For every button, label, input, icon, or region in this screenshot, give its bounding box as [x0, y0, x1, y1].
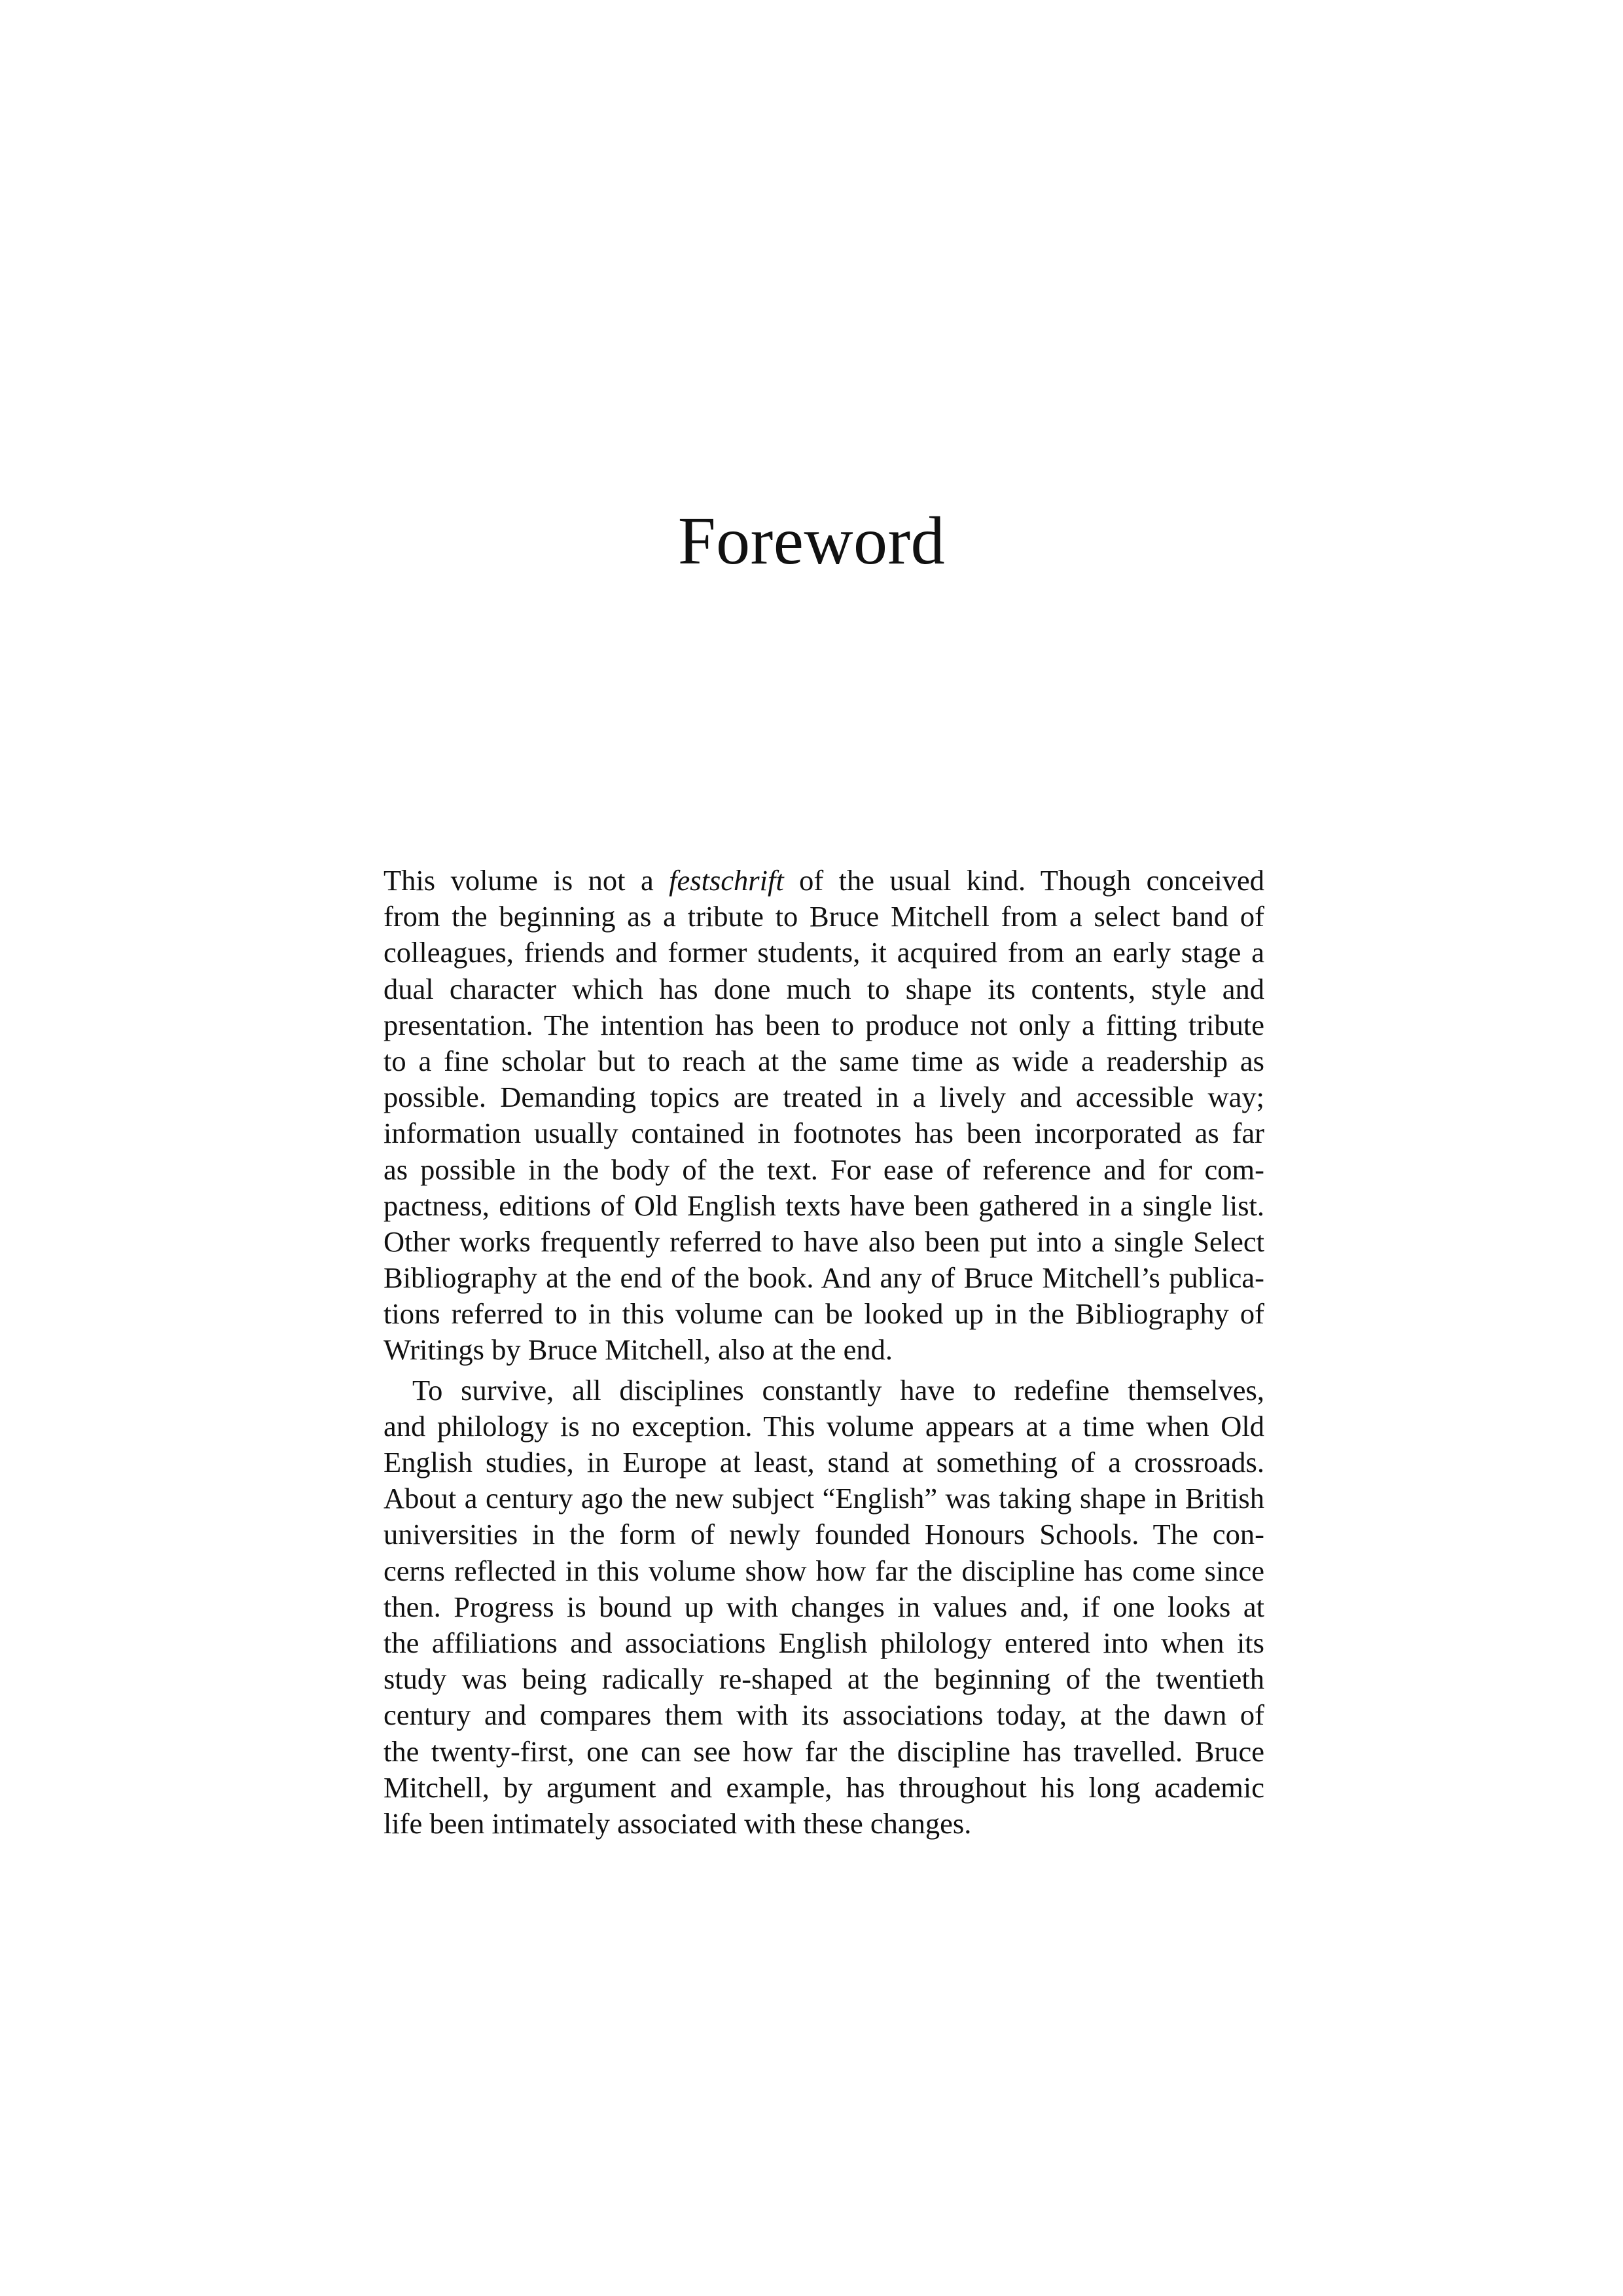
text-line: dual character which has done much to shape its contents, style and: [383, 972, 1264, 1005]
text-line: possible. Demanding topics are treated in a lively and accessible way;: [383, 1081, 1264, 1114]
text-line: This volume is not a festschrift of the usual kind. Though conceived: [383, 864, 1264, 897]
page-title: Foreword: [677, 503, 946, 579]
text-line: study was being radically re-shaped at the beginning of the twentieth: [383, 1662, 1264, 1696]
text-line: then. Progress is bound up with changes in values and, if one looks at: [383, 1590, 1264, 1623]
text-line: the twenty-first, one can see how far the discipline has travelled. Bruce: [383, 1734, 1264, 1768]
paragraph: [383, 863, 1264, 1369]
text-line: from the beginning as a tribute to Bruce Mitchell from a select band of: [383, 900, 1264, 933]
text-line: Bibliography at the end of the book. And any of Bruce Mitchell’s publica-: [383, 1261, 1264, 1295]
text-line: colleagues, friends and former students, it acquired from an early stage a: [383, 936, 1264, 969]
text-line: Mitchell, by argument and example, has throughout his long academic: [383, 1770, 1264, 1804]
text-line: to a fine scholar but to reach at the same time as wide a readership as: [383, 1044, 1264, 1077]
paragraph: [383, 1372, 1264, 1842]
text-line: cerns reflected in this volume show how far the discipline has come since: [383, 1554, 1264, 1587]
text-line: tions referred to in this volume can be looked up in the Bibliography of: [383, 1297, 1264, 1331]
text-line: To survive, all disciplines constantly have to redefine themselves,: [412, 1373, 1264, 1407]
text-line: century and compares them with its associations today, at the dawn of: [383, 1698, 1264, 1732]
emphasis-term: festschrift: [669, 864, 784, 897]
text-line: English studies, in Europe at least, stand at something of a crossroads.: [383, 1446, 1264, 1479]
text-line: presentation. The intention has been to produce not only a fitting tribute: [383, 1008, 1264, 1041]
body-text: [383, 863, 1264, 1842]
text-line: and philology is no exception. This volume appears at a time when Old: [383, 1409, 1264, 1443]
text-line: the affiliations and associations English philology entered into when its: [383, 1626, 1264, 1659]
text-line: pactness, editions of Old English texts have been gathered in a single list.: [383, 1189, 1264, 1222]
text-line: About a century ago the new subject “English” was taking shape in British: [383, 1482, 1264, 1515]
text-line: Writings by Bruce Mitchell, also at the end.: [383, 1333, 893, 1367]
text-line: life been intimately associated with these changes.: [383, 1806, 972, 1840]
text-line: universities in the form of newly founded Honours Schools. The con-: [383, 1518, 1264, 1551]
text-line: Other works frequently referred to have also been put into a single Select: [383, 1225, 1264, 1258]
text-line: information usually contained in footnotes has been incorporated as far: [383, 1117, 1264, 1150]
text-line: as possible in the body of the text. For ease of reference and for com-: [383, 1153, 1264, 1186]
